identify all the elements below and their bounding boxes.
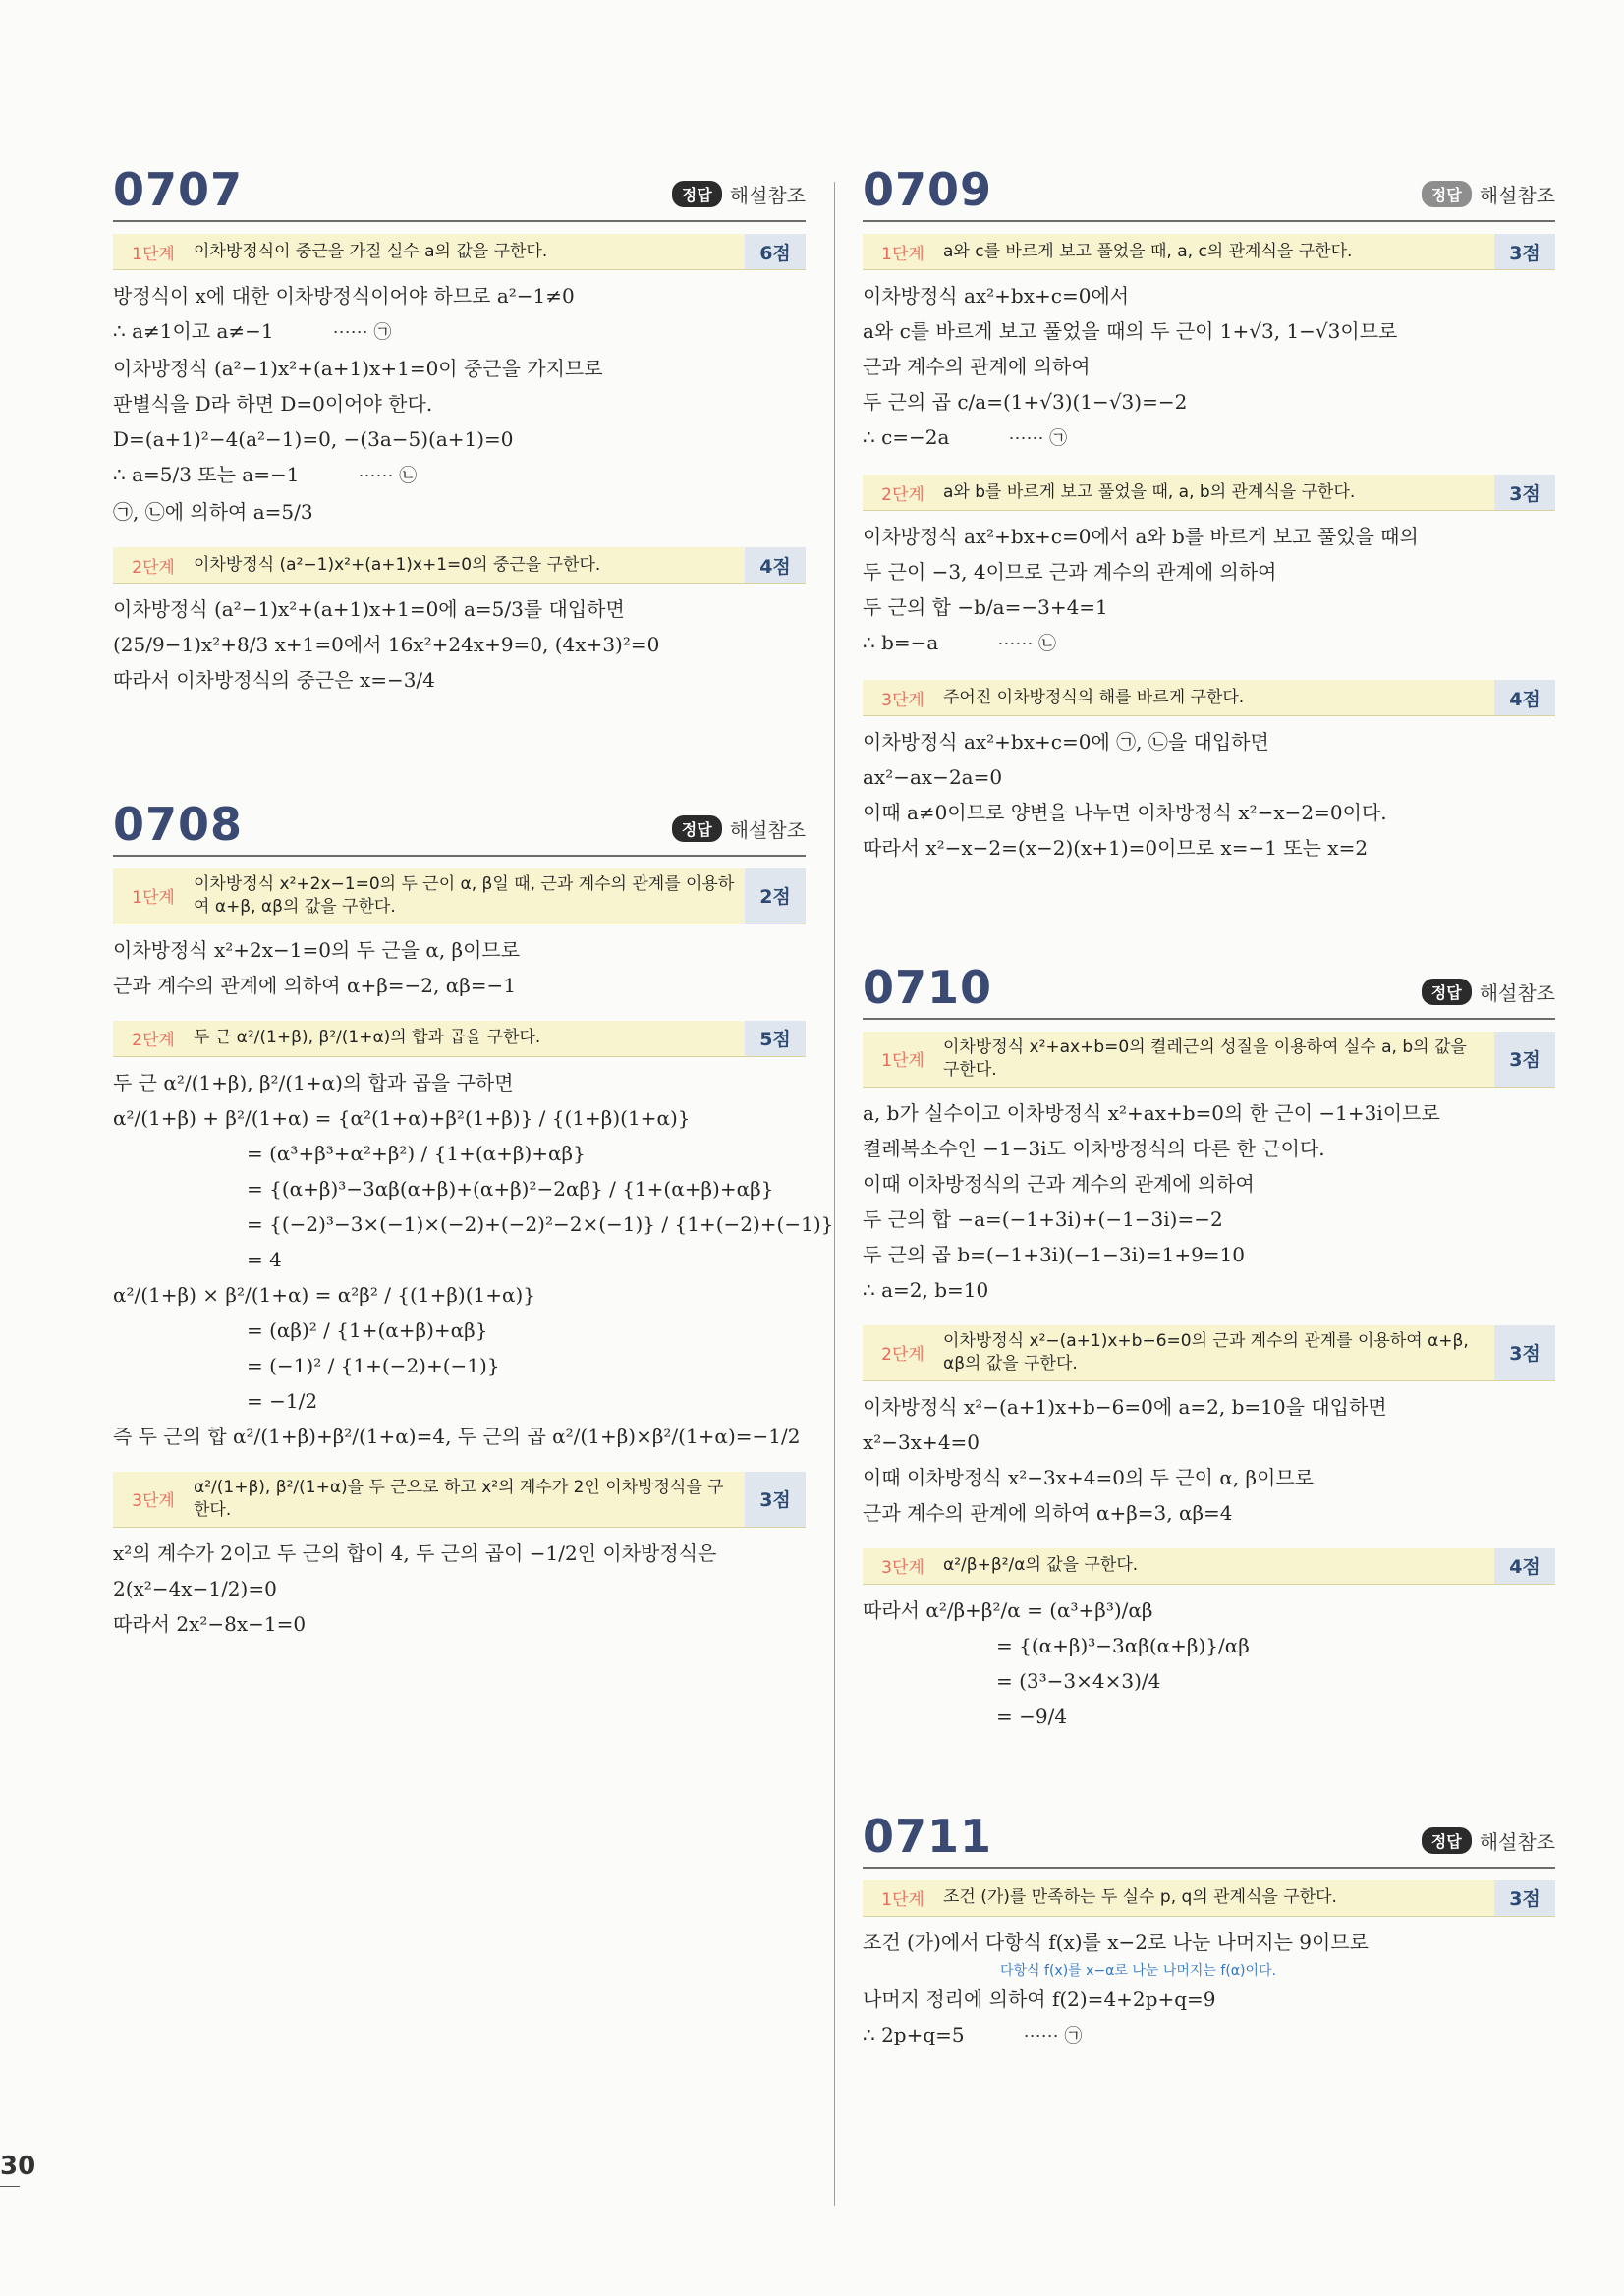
problem-number: 0708 — [113, 798, 244, 851]
step-header — [863, 1880, 1555, 1917]
solution-text: 따라서 이차방정식의 중근은 x=−3/4 — [113, 668, 435, 692]
solution-line — [113, 313, 806, 351]
solution-text: ∴ 2p+q=5 — [863, 2022, 965, 2046]
solution-line — [863, 625, 1555, 662]
answer-label — [1422, 180, 1555, 208]
step-tag: 1단계 — [881, 1051, 924, 1072]
step-tag: 1단계 — [881, 244, 924, 264]
step-description: 주어진 이차방정식의 해를 바르게 구한다. — [943, 687, 1245, 707]
step-header — [863, 680, 1555, 716]
answer-label — [672, 180, 806, 208]
right-column — [863, 163, 1555, 2060]
solution-line — [113, 1136, 806, 1171]
solution-line — [113, 1242, 806, 1277]
step-tag: 2단계 — [132, 1031, 175, 1051]
solution-text: 따라서 α²/β+β²/α = (α³+β³)/αβ — [863, 1597, 1153, 1622]
solution-text: 이차방정식 x²+2x−1=0의 두 근을 α, β이므로 — [113, 937, 521, 962]
step-tag: 1단계 — [132, 888, 175, 909]
solution-text: ∴ c=−2a — [863, 425, 950, 449]
equation-reference: ⋯⋯ ㉠ — [332, 322, 392, 343]
step-tag: 1단계 — [132, 244, 175, 264]
step-body — [113, 584, 806, 703]
solution-line — [113, 591, 806, 627]
solution-line — [113, 1383, 806, 1419]
solution-line — [863, 349, 1555, 384]
step-description: 이차방정식 x²−(a+1)x+b−6=0의 근과 계수의 관계를 이용하여 α+β, αβ의 값을 구한다. — [943, 1330, 1469, 1373]
solution-line — [113, 1171, 806, 1206]
solution-text: = (αβ)² / {1+(α+β)+αβ} — [247, 1317, 488, 1342]
step-points: 4점 — [1494, 1548, 1555, 1584]
problem-0710 — [863, 961, 1555, 1740]
step-header — [863, 234, 1555, 270]
solution-line — [113, 421, 806, 457]
solution-text: 근과 계수의 관계에 의하여 — [863, 355, 1091, 378]
page-number-rule — [0, 2186, 20, 2187]
solution-line — [113, 932, 806, 968]
page-number: 30 — [0, 2152, 36, 2181]
step-header — [113, 1472, 806, 1528]
solution-text: 이차방정식 (a²−1)x²+(a+1)x+1=0이 중근을 가지므로 — [113, 357, 603, 380]
step-description: 이차방정식이 중근을 가질 실수 a의 값을 구한다. — [194, 241, 548, 261]
solution-text: 이차방정식 ax²+bx+c=0에 ㉠, ㉡을 대입하면 — [863, 730, 1269, 754]
step-body — [113, 270, 806, 535]
solution-text: = (3³−3×4×3)/4 — [996, 1668, 1161, 1693]
solution-text: α²/(1+β) + β²/(1+α) = {α²(1+α)+β²(1+β)} / {(1+β)(1+α)} — [113, 1105, 691, 1130]
solution-line — [863, 1925, 1555, 1960]
solution-text: α²/(1+β) × β²/(1+α) = α²β² / {(1+β)(1+α)} — [113, 1282, 536, 1307]
problem-number: 0709 — [863, 163, 993, 216]
step-header — [113, 868, 806, 924]
solution-line — [113, 1419, 806, 1454]
solution-text: 이차방정식 ax²+bx+c=0에서 — [863, 284, 1130, 308]
step-body — [863, 1381, 1555, 1537]
solution-text: 방정식이 x에 대한 이차방정식이어야 하므로 a²−1≠0 — [113, 284, 575, 308]
solution-text: a와 c를 바르게 보고 풀었을 때의 두 근이 1+√3, 1−√3이므로 — [863, 319, 1398, 343]
step-points: 3점 — [1494, 1325, 1555, 1380]
solution-line — [863, 1131, 1555, 1166]
solution-text: = −1/2 — [247, 1388, 318, 1413]
step-points: 3점 — [745, 1472, 806, 1527]
step-points: 3점 — [1494, 234, 1555, 269]
problem-header — [863, 961, 1555, 1020]
solution-text: 켤레복소수인 −1−3i도 이차방정식의 다른 한 근이다. — [863, 1136, 1325, 1160]
solution-line — [113, 278, 806, 313]
answer-text: 해설참조 — [729, 818, 806, 842]
answer-text: 해설참조 — [1479, 1829, 1555, 1854]
solution-line — [113, 627, 806, 662]
solution-line — [113, 351, 806, 386]
step-points: 3점 — [1494, 475, 1555, 510]
solution-text: 따라서 x²−x−2=(x−2)(x+1)=0이므로 x=−1 또는 x=2 — [863, 836, 1369, 860]
solution-line — [863, 384, 1555, 420]
solution-line — [863, 589, 1555, 625]
solution-text: 두 근의 곱 b=(−1+3i)(−1−3i)=1+9=10 — [863, 1242, 1246, 1266]
problem-number: 0711 — [863, 1809, 993, 1863]
solution-text: 이차방정식 x²−(a+1)x+b−6=0에 a=2, b=10을 대입하면 — [863, 1394, 1387, 1419]
step-points: 4점 — [1494, 680, 1555, 715]
step-body — [863, 511, 1555, 668]
column-divider — [834, 182, 835, 2206]
problem-header — [863, 163, 1555, 222]
step-tag: 3단계 — [132, 1491, 175, 1512]
step-header — [113, 234, 806, 270]
solution-line — [863, 1425, 1555, 1460]
solution-text: = {(α+β)³−3αβ(α+β)+(α+β)²−2αβ} / {1+(α+β)+αβ} — [247, 1176, 774, 1201]
step-header — [113, 547, 806, 584]
solution-text: 근과 계수의 관계에 의하여 α+β=3, αβ=4 — [863, 1500, 1233, 1525]
step-description: α²/β+β²/α의 값을 구한다. — [943, 1555, 1139, 1576]
step-body — [113, 1528, 806, 1648]
solution-line — [863, 830, 1555, 866]
step-header — [863, 1548, 1555, 1585]
problem-number: 0707 — [113, 163, 244, 216]
solution-line — [113, 1606, 806, 1642]
solution-text: 이차방정식 ax²+bx+c=0에서 a와 b를 바르게 보고 풀었을 때의 — [863, 525, 1419, 548]
solution-text: = {(−2)³−3×(−1)×(−2)+(−2)²−2×(−1)} / {1+(−2)+(−1)} — [247, 1211, 834, 1236]
solution-line — [863, 1202, 1555, 1237]
solution-text: ∴ a=2, b=10 — [863, 1277, 989, 1302]
solution-line — [863, 1237, 1555, 1272]
step-description: a와 b를 바르게 보고 풀었을 때, a, b의 관계식을 구한다. — [943, 481, 1356, 502]
solution-text: D=(a+1)²−4(a²−1)=0, −(3a−5)(a+1)=0 — [113, 427, 514, 451]
problem-0707 — [113, 163, 806, 703]
solution-text: ∴ a=5/3 또는 a=−1 — [113, 463, 300, 486]
solution-text: 이차방정식 (a²−1)x²+(a+1)x+1=0에 a=5/3를 대입하면 — [113, 597, 625, 621]
solution-line — [863, 724, 1555, 759]
equation-reference: ⋯⋯ ㉡ — [358, 466, 418, 486]
step-header — [863, 475, 1555, 511]
step-tag: 2단계 — [881, 1345, 924, 1366]
step-points: 3점 — [1494, 1032, 1555, 1087]
solution-line — [113, 386, 806, 421]
solution-line — [863, 1593, 1555, 1628]
solution-line — [863, 420, 1555, 457]
solution-line — [863, 1663, 1555, 1699]
solution-text: ∴ b=−a — [863, 631, 939, 654]
solution-line — [113, 1277, 806, 1313]
answer-badge: 정답 — [1422, 1827, 1472, 1854]
solution-line — [863, 1982, 1555, 2017]
solution-text: (25/9−1)x²+8/3 x+1=0에서 16x²+24x+9=0, (4x+3)²=0 — [113, 633, 660, 656]
step-tag: 2단계 — [881, 484, 924, 505]
solution-text: = (α³+β³+α²+β²) / {1+(α+β)+αβ} — [247, 1141, 586, 1165]
problem-0711 — [863, 1809, 1555, 2060]
answer-label — [1422, 1826, 1555, 1855]
solution-line — [863, 1699, 1555, 1734]
step-header — [863, 1032, 1555, 1088]
step-points: 5점 — [745, 1021, 806, 1056]
step-description: 이차방정식 x²+2x−1=0의 두 근이 α, β일 때, 근과 계수의 관계를 이용하여 α+β, αβ의 값을 구한다. — [194, 874, 735, 917]
solution-line — [863, 1095, 1555, 1131]
solution-line — [113, 457, 806, 494]
step-description: α²/(1+β), β²/(1+α)을 두 근으로 하고 x²의 계수가 2인 이차방정식을 구한다. — [194, 1477, 724, 1520]
step-tag: 3단계 — [881, 690, 924, 710]
step-body — [863, 716, 1555, 871]
solution-text: 이때 이차방정식의 근과 계수의 관계에 의하여 — [863, 1171, 1255, 1196]
solution-line — [863, 1495, 1555, 1531]
solution-text: = (−1)² / {1+(−2)+(−1)} — [247, 1353, 500, 1377]
step-points: 2점 — [745, 868, 806, 924]
solution-text: x²−3x+4=0 — [863, 1429, 980, 1454]
step-points: 6점 — [745, 234, 806, 269]
step-tag: 2단계 — [132, 557, 175, 578]
step-description: 조건 (가)를 만족하는 두 실수 p, q의 관계식을 구한다. — [943, 1887, 1337, 1908]
answer-badge: 정답 — [672, 181, 722, 207]
solution-text: 따라서 2x²−8x−1=0 — [113, 1611, 307, 1636]
solution-line — [863, 1628, 1555, 1663]
solution-line — [113, 1536, 806, 1571]
solution-line — [113, 1313, 806, 1348]
answer-text: 해설참조 — [1479, 184, 1555, 207]
solution-line — [863, 1166, 1555, 1202]
problem-0708 — [113, 798, 834, 1648]
solution-text: 판별식을 D라 하면 D=0이어야 한다. — [113, 392, 433, 416]
solution-line — [863, 1389, 1555, 1425]
answer-text: 해설참조 — [1479, 981, 1555, 1005]
problem-0709 — [863, 163, 1555, 871]
problem-header — [113, 798, 806, 857]
step-points: 4점 — [745, 547, 806, 583]
step-tag: 3단계 — [881, 1558, 924, 1579]
equation-reference: ⋯⋯ ㉠ — [1008, 428, 1068, 449]
equation-reference: ⋯⋯ ㉠ — [1023, 2025, 1083, 2046]
solution-line — [863, 795, 1555, 830]
solution-line — [863, 278, 1555, 313]
hint-note — [863, 1960, 1555, 1982]
solution-text: 이때 이차방정식 x²−3x+4=0의 두 근이 α, β이므로 — [863, 1465, 1315, 1489]
equation-reference: ⋯⋯ ㉡ — [997, 634, 1057, 654]
step-description: a와 c를 바르게 보고 풀었을 때, a, c의 관계식을 구한다. — [943, 241, 1353, 261]
solution-text: 근과 계수의 관계에 의하여 α+β=−2, αβ=−1 — [113, 973, 517, 997]
solution-line — [113, 1065, 806, 1100]
solution-text: 다항식 f(x)를 x−α로 나눈 나머지는 f(α)이다. — [1000, 1962, 1276, 1979]
solution-text: 두 근이 −3, 4이므로 근과 계수의 관계에 의하여 — [863, 560, 1277, 584]
answer-badge: 정답 — [1422, 181, 1472, 207]
solution-text: x²의 계수가 2이고 두 근의 합이 4, 두 근의 곱이 −1/2인 이차방정식은 — [113, 1540, 717, 1565]
step-body — [113, 924, 806, 1009]
solution-line — [863, 1272, 1555, 1308]
step-body — [863, 1917, 1555, 2060]
answer-text: 해설참조 — [729, 184, 806, 207]
solution-line — [113, 1100, 806, 1136]
solution-text: = {(α+β)³−3αβ(α+β)}/αβ — [996, 1633, 1250, 1657]
step-points: 3점 — [1494, 1880, 1555, 1916]
solution-line — [113, 1348, 806, 1383]
solution-text: 두 근의 합 −b/a=−3+4=1 — [863, 595, 1108, 619]
solution-line — [113, 662, 806, 698]
step-description: 이차방정식 (a²−1)x²+(a+1)x+1=0의 중근을 구한다. — [194, 554, 601, 575]
solution-text: 두 근 α²/(1+β), β²/(1+α)의 합과 곱을 구하면 — [113, 1070, 514, 1094]
solution-text: 이때 a≠0이므로 양변을 나누면 이차방정식 x²−x−2=0이다. — [863, 801, 1387, 824]
solution-line — [863, 554, 1555, 589]
step-body — [863, 1585, 1555, 1740]
solution-line — [863, 1460, 1555, 1495]
solution-line — [863, 759, 1555, 795]
solution-text: = −9/4 — [996, 1704, 1068, 1728]
solution-text: 나머지 정리에 의하여 f(2)=4+2p+q=9 — [863, 1987, 1216, 2011]
solution-line — [113, 1571, 806, 1606]
problem-header — [113, 163, 806, 222]
step-body — [113, 1057, 834, 1460]
solution-line — [113, 1206, 834, 1242]
step-tag: 1단계 — [881, 1890, 924, 1911]
solution-text: 두 근의 합 −a=(−1+3i)+(−1−3i)=−2 — [863, 1206, 1223, 1231]
solution-text: ㉠, ㉡에 의하여 a=5/3 — [113, 500, 313, 524]
solution-text: 2(x²−4x−1/2)=0 — [113, 1576, 277, 1600]
solution-text: 조건 (가)에서 다항식 f(x)를 x−2로 나눈 나머지는 9이므로 — [863, 1930, 1369, 1954]
solution-text: ∴ a≠1이고 a≠−1 — [113, 319, 274, 343]
solution-line — [863, 2017, 1555, 2054]
step-header — [113, 1021, 806, 1057]
solution-text: = 4 — [247, 1247, 282, 1271]
solution-line — [863, 519, 1555, 554]
solution-text: a, b가 실수이고 이차방정식 x²+ax+b=0의 한 근이 −1+3i이므로 — [863, 1100, 1440, 1125]
step-header — [863, 1325, 1555, 1381]
solution-line — [113, 494, 806, 530]
solution-text: ax²−ax−2a=0 — [863, 765, 1003, 789]
step-body — [863, 1088, 1555, 1314]
answer-badge: 정답 — [1422, 979, 1472, 1005]
step-body — [863, 270, 1555, 463]
solution-text: 두 근의 곱 c/a=(1+√3)(1−√3)=−2 — [863, 390, 1188, 414]
problem-number: 0710 — [863, 961, 993, 1014]
answer-badge: 정답 — [672, 815, 722, 842]
step-description: 이차방정식 x²+ax+b=0의 켤레근의 성질을 이용하여 실수 a, b의 값을 구한다. — [943, 1037, 1467, 1080]
solution-line — [863, 313, 1555, 349]
step-description: 두 근 α²/(1+β), β²/(1+α)의 합과 곱을 구한다. — [194, 1028, 541, 1048]
solution-text: 즉 두 근의 합 α²/(1+β)+β²/(1+α)=4, 두 근의 곱 α²/(1+β)×β²/(1+α)=−1/2 — [113, 1424, 801, 1448]
solution-line — [113, 968, 806, 1003]
problem-header — [863, 1809, 1555, 1869]
left-column — [113, 163, 834, 1648]
answer-label — [1422, 978, 1555, 1006]
answer-label — [672, 814, 806, 843]
